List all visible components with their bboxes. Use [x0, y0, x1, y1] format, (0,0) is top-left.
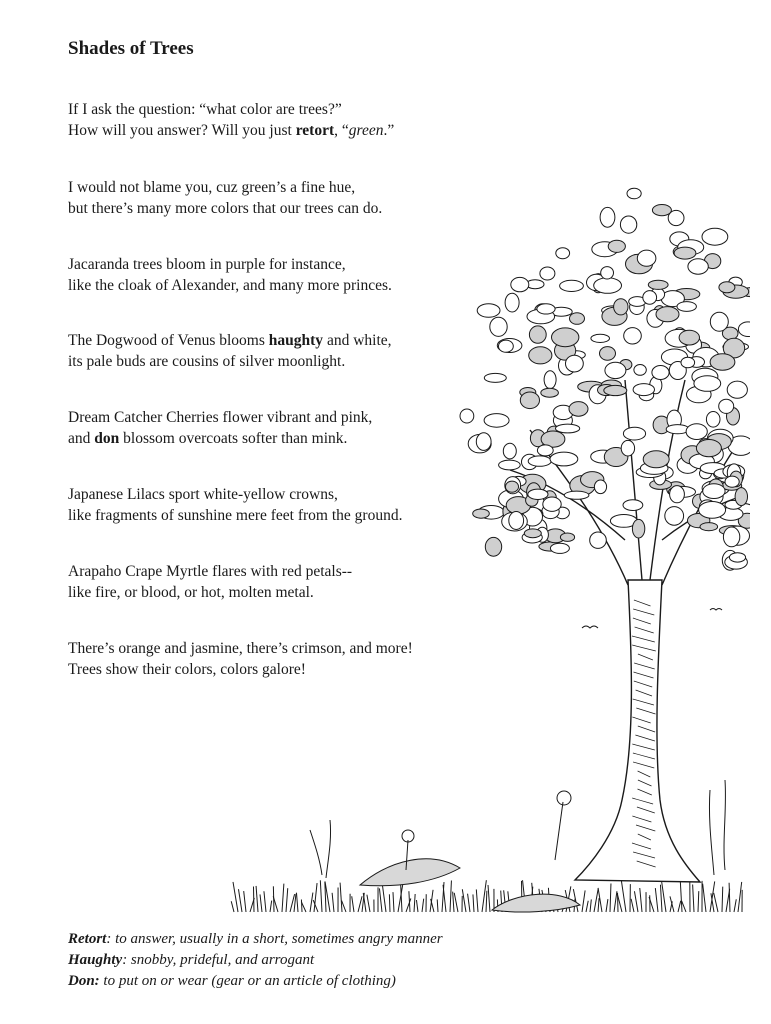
leaf-cluster: [648, 280, 668, 289]
leaf-cluster: [738, 322, 750, 337]
leaf-cluster: [560, 533, 574, 541]
leaf-cluster: [637, 250, 656, 266]
glossary-term: Retort: [68, 931, 107, 947]
leaf-cluster: [621, 440, 634, 456]
leaf-cluster: [665, 507, 684, 526]
leaf-cluster: [632, 519, 644, 538]
leaf-cluster: [484, 414, 509, 428]
poem-text: Trees show their colors, colors galore!: [68, 661, 306, 678]
leaf-cluster: [600, 207, 615, 227]
leaf-cluster: [633, 384, 654, 396]
leaf-cluster: [710, 312, 728, 331]
leaf-cluster: [652, 366, 669, 380]
leaf-cluster: [627, 188, 641, 199]
leaf-cluster: [540, 267, 555, 280]
leaf-cluster: [600, 347, 616, 361]
poem-text: its pale buds are cousins of silver moonlight.: [68, 353, 346, 370]
leaf-cluster: [666, 425, 689, 434]
leaf-cluster: [686, 424, 707, 440]
leaf-cluster: [723, 527, 739, 547]
leaf-cluster: [681, 357, 695, 368]
leaf-cluster: [564, 491, 589, 499]
vocabulary-word: haughty: [268, 332, 324, 349]
leaf-cluster: [505, 293, 519, 312]
glossary-entry: [68, 971, 443, 992]
leaf-cluster: [485, 537, 501, 556]
leaf-cluster: [679, 330, 699, 345]
vocabulary-word: retort: [295, 122, 335, 139]
leaf-cluster: [537, 304, 555, 314]
grass-blade: [301, 899, 302, 912]
poem-text: , “: [334, 122, 349, 139]
leaf-cluster: [624, 328, 642, 344]
leaf-cluster: [729, 553, 745, 562]
leaf-cluster: [537, 445, 553, 456]
poem-text: There’s orange and jasmine, there’s crimson, and more!: [68, 640, 413, 657]
glossary-term: Don:: [68, 973, 100, 989]
leaf-cluster: [511, 277, 529, 291]
leaf-cluster: [509, 512, 524, 530]
poem-text: If I ask the question: “what color are trees?”: [68, 101, 342, 118]
leaf-cluster: [725, 476, 739, 487]
vocabulary-glossary: [68, 929, 443, 992]
poem-text: Jacaranda trees bloom in purple for instance,: [68, 256, 346, 273]
poem-text: Dream Catcher Cherries flower vibrant and pink,: [68, 409, 373, 426]
leaf-cluster: [499, 460, 521, 470]
leaf-cluster: [652, 205, 671, 216]
leaf-cluster: [503, 443, 516, 459]
glossary-definition: : snobby, prideful, and arrogant: [122, 952, 315, 968]
poem-text: and: [68, 430, 95, 447]
leaf-cluster: [604, 385, 627, 395]
leaf-cluster: [550, 452, 578, 466]
leaf-cluster: [623, 427, 645, 440]
leaf-cluster: [520, 392, 539, 409]
leaf-cluster: [490, 317, 507, 336]
leaf-cluster: [677, 302, 696, 312]
poem-text: like fragments of sunshine mere feet from the ground.: [68, 507, 403, 524]
leaf-cluster: [460, 409, 474, 423]
leaf-cluster: [700, 523, 718, 531]
leaf-cluster: [528, 456, 551, 466]
leaf-cluster: [552, 328, 579, 347]
leaf-cluster: [634, 365, 646, 376]
leaf-cluster: [696, 440, 721, 457]
leaf-cluster: [608, 240, 625, 252]
leaf-cluster: [476, 433, 491, 451]
poem-title: Shades of Trees: [68, 38, 194, 59]
poem-stanza: [68, 99, 394, 141]
leaf-cluster: [541, 388, 559, 397]
leaf-cluster: [719, 282, 735, 293]
leaf-cluster: [735, 488, 747, 506]
leaf-cluster: [656, 307, 679, 322]
leaf-cluster: [550, 543, 569, 553]
poem-text: How will you answer? Will you just: [68, 122, 296, 139]
glossary-term: Haughty: [68, 952, 123, 968]
grass-blade: [389, 894, 390, 912]
leaf-cluster: [719, 399, 734, 413]
poem-text: .”: [383, 122, 395, 139]
leaf-cluster: [569, 402, 588, 417]
leaf-cluster: [529, 326, 546, 343]
glossary-definition: to put on or wear (gear or an article of clothing): [99, 973, 396, 989]
leaf-cluster: [670, 486, 685, 503]
leaf-cluster: [643, 291, 657, 305]
leaf-cluster: [710, 354, 735, 370]
leaf-cluster: [477, 304, 500, 318]
leaf-cluster: [544, 371, 556, 389]
tree-canopy: [460, 188, 750, 570]
leaf-cluster: [556, 424, 580, 433]
leaf-cluster: [591, 334, 610, 342]
glossary-entry: [68, 929, 443, 950]
poem-text: Arapaho Crape Myrtle flares with red petals--: [68, 563, 353, 580]
leaf-cluster: [674, 247, 696, 259]
leaf-cluster: [556, 248, 570, 259]
glossary-entry: [68, 950, 443, 971]
leaf-cluster: [620, 216, 636, 233]
poem-text: and white,: [323, 332, 392, 349]
leaf-cluster: [601, 267, 614, 279]
leaf-cluster: [566, 355, 584, 372]
leaf-cluster: [702, 228, 728, 245]
poem-line: [68, 99, 394, 120]
leaf-cluster: [590, 532, 607, 548]
leaf-cluster: [605, 362, 626, 378]
leaf-cluster: [688, 259, 708, 274]
poem-text: I would not blame you, cuz green’s a fine hue,: [68, 179, 356, 196]
leaf-cluster: [570, 313, 585, 325]
poem-text: The Dogwood of Venus blooms: [68, 332, 269, 349]
leaf-cluster: [706, 412, 720, 428]
leaf-cluster: [694, 376, 721, 392]
leaf-cluster: [699, 502, 726, 519]
poem-line: [68, 120, 394, 141]
poem-text: like the cloak of Alexander, and many more princes.: [68, 277, 392, 294]
poem-text: blossom overcoats softer than mink.: [119, 430, 348, 447]
leaf-cluster: [524, 529, 541, 538]
vocabulary-word: don: [94, 430, 120, 447]
leaf-cluster: [560, 280, 584, 291]
poem-text: like fire, or blood, or hot, molten metal.: [68, 584, 314, 601]
leaf-cluster: [528, 489, 548, 499]
grass-blade: [253, 886, 254, 912]
poem-text: Japanese Lilacs sport white-yellow crowns,: [68, 486, 338, 503]
leaf-cluster: [484, 373, 506, 382]
leaf-cluster: [727, 381, 747, 398]
leaf-cluster: [473, 509, 490, 518]
leaf-cluster: [499, 340, 514, 352]
leaf-cluster: [506, 481, 519, 492]
emphasized-word: green: [348, 122, 384, 139]
tree-illustration: [230, 140, 750, 915]
leaf-cluster: [614, 299, 628, 315]
leaf-cluster: [543, 497, 561, 511]
leaf-cluster: [529, 347, 552, 364]
leaf-cluster: [594, 480, 606, 494]
leaf-cluster: [594, 278, 622, 294]
leaf-cluster: [703, 484, 725, 499]
glossary-definition: : to answer, usually in a short, sometimes angry manner: [106, 931, 443, 947]
leaf-cluster: [623, 500, 643, 511]
poem-text: but there’s many more colors that our trees can do.: [68, 200, 383, 217]
leaf-cluster: [643, 451, 669, 468]
